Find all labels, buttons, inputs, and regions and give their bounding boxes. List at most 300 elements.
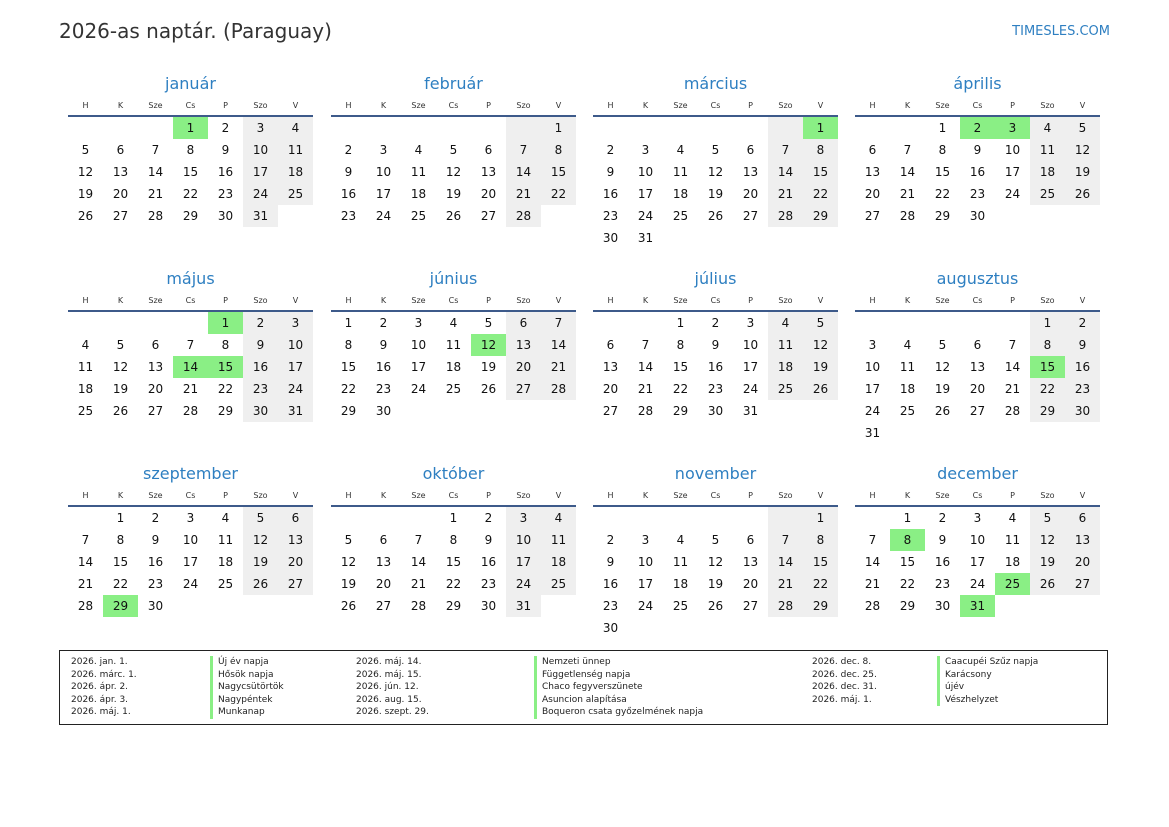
empty-day-cell <box>1065 422 1100 444</box>
weekday-label: K <box>642 101 649 110</box>
empty-day-cell <box>663 617 698 639</box>
day-cell: 15 <box>541 161 576 183</box>
legend-date: 2026. dec. 8. <box>812 657 872 667</box>
day-cell: 25 <box>410 209 427 223</box>
day-cell: 6 <box>746 533 755 547</box>
legend-date: 2026. jún. 12. <box>356 682 419 693</box>
day-cell: 31 <box>960 595 995 617</box>
weekday-label: Szo <box>778 101 793 110</box>
day-cell: 29 <box>217 404 234 418</box>
day-cell: 22 <box>112 577 129 591</box>
month-name: október <box>422 464 485 483</box>
week-row <box>593 356 838 378</box>
weekday-label: Szo <box>778 296 793 305</box>
day-cell: 17 <box>637 577 654 591</box>
day-cell: 8 <box>1030 334 1065 356</box>
holiday-legend <box>59 650 1108 725</box>
month-calendar <box>331 73 576 227</box>
day-cell: 23 <box>480 577 497 591</box>
weekday-label: P <box>223 296 228 305</box>
day-cell: 10 <box>742 338 759 352</box>
month-name: január <box>165 74 216 93</box>
day-cell: 22 <box>672 382 689 396</box>
day-cell: 29 <box>103 595 138 617</box>
day-cell: 19 <box>803 356 838 378</box>
day-cell: 19 <box>77 187 94 201</box>
day-cell: 23 <box>602 209 619 223</box>
weekday-label: Cs <box>448 491 459 500</box>
day-cell: 15 <box>934 165 951 179</box>
weekday-header <box>855 486 1100 507</box>
day-cell: 16 <box>147 555 164 569</box>
legend-names-col-2 <box>534 656 703 719</box>
empty-day-cell <box>208 595 243 617</box>
day-cell: 21 <box>541 356 576 378</box>
day-cell: 3 <box>641 533 650 547</box>
day-cell: 18 <box>768 356 803 378</box>
empty-day-cell <box>401 117 436 139</box>
weekday-label: V <box>292 491 299 500</box>
day-cell: 12 <box>1030 529 1065 551</box>
day-cell: 12 <box>803 334 838 356</box>
weekday-label: Szo <box>778 491 793 500</box>
weekday-label: Sze <box>148 296 163 305</box>
weekday-label: Cs <box>185 101 196 110</box>
day-cell: 13 <box>969 360 986 374</box>
day-cell: 10 <box>278 334 313 356</box>
empty-day-cell <box>331 117 366 139</box>
day-cell: 18 <box>410 187 427 201</box>
weekday-label: Cs <box>972 296 983 305</box>
weekday-label: Cs <box>448 101 459 110</box>
week-row <box>331 400 576 422</box>
day-cell: 11 <box>899 360 916 374</box>
day-cell: 28 <box>637 404 654 418</box>
day-cell: 19 <box>243 551 278 573</box>
weekday-label: K <box>904 491 911 500</box>
day-cell: 20 <box>506 356 541 378</box>
weekday-label: H <box>345 491 352 500</box>
empty-day-cell <box>698 507 733 529</box>
day-cell: 22 <box>1030 378 1065 400</box>
day-cell: 1 <box>173 117 208 139</box>
day-cell: 17 <box>278 356 313 378</box>
day-cell: 10 <box>637 555 654 569</box>
day-cell: 13 <box>375 555 392 569</box>
empty-day-cell <box>995 205 1030 227</box>
week-row <box>331 595 576 617</box>
empty-day-cell <box>768 227 803 249</box>
week-row <box>855 507 1100 529</box>
day-cell: 2 <box>344 143 353 157</box>
day-cell: 7 <box>1008 338 1017 352</box>
weekday-label: K <box>904 101 911 110</box>
day-cell: 13 <box>506 334 541 356</box>
day-cell: 11 <box>1030 139 1065 161</box>
week-row <box>593 205 838 227</box>
day-cell: 21 <box>768 183 803 205</box>
day-cell: 7 <box>768 139 803 161</box>
weekday-label: Szo <box>516 296 531 305</box>
empty-day-cell <box>593 507 628 529</box>
week-row <box>68 183 313 205</box>
legend-holiday-name: újév <box>937 681 1038 694</box>
day-cell: 19 <box>480 360 497 374</box>
day-cell: 10 <box>410 338 427 352</box>
week-row <box>593 617 838 639</box>
site-link[interactable]: TIMESLES.COM <box>1012 24 1110 39</box>
week-row <box>593 312 838 334</box>
day-cell: 29 <box>934 209 951 223</box>
day-cell: 7 <box>903 143 912 157</box>
day-cell: 13 <box>1065 529 1100 551</box>
day-cell: 25 <box>541 573 576 595</box>
day-cell: 19 <box>1030 551 1065 573</box>
day-cell: 26 <box>1065 183 1100 205</box>
day-cell: 8 <box>344 338 353 352</box>
legend-dates-col-2 <box>356 656 429 719</box>
day-cell: 24 <box>637 209 654 223</box>
day-cell: 2 <box>1065 312 1100 334</box>
day-cell: 28 <box>182 404 199 418</box>
empty-day-cell <box>995 312 1030 334</box>
day-cell: 15 <box>182 165 199 179</box>
day-cell: 19 <box>934 382 951 396</box>
day-cell: 1 <box>803 507 838 529</box>
week-row <box>68 161 313 183</box>
weekday-label: Sze <box>411 296 426 305</box>
empty-day-cell <box>103 312 138 334</box>
day-cell: 11 <box>1004 533 1021 547</box>
day-cell: 3 <box>186 511 195 525</box>
weekday-label: V <box>817 491 824 500</box>
day-cell: 17 <box>243 161 278 183</box>
empty-day-cell <box>628 617 663 639</box>
day-cell: 25 <box>672 209 689 223</box>
day-cell: 20 <box>602 382 619 396</box>
weekday-label: Cs <box>972 101 983 110</box>
day-cell: 19 <box>1065 161 1100 183</box>
day-cell: 29 <box>899 599 916 613</box>
day-cell: 3 <box>641 143 650 157</box>
legend-date: 2026. aug. 15. <box>356 694 422 705</box>
week-row <box>593 551 838 573</box>
day-cell: 9 <box>221 143 230 157</box>
day-cell: 15 <box>112 555 129 569</box>
weekday-label: H <box>345 101 352 110</box>
day-cell: 8 <box>938 143 947 157</box>
day-cell: 28 <box>506 205 541 227</box>
week-row <box>855 334 1100 356</box>
day-cell: 24 <box>182 577 199 591</box>
empty-day-cell <box>960 422 995 444</box>
week-row <box>68 507 313 529</box>
day-cell: 5 <box>484 316 493 330</box>
day-cell: 13 <box>147 360 164 374</box>
month-name: szeptember <box>142 464 238 483</box>
day-cell: 22 <box>803 573 838 595</box>
month-calendar <box>593 268 838 422</box>
day-cell: 12 <box>243 529 278 551</box>
day-cell: 3 <box>379 143 388 157</box>
day-cell: 22 <box>934 187 951 201</box>
month-calendar <box>68 268 313 422</box>
day-cell: 30 <box>480 599 497 613</box>
weekday-label: Sze <box>673 296 688 305</box>
month-calendar <box>331 463 576 617</box>
weekday-label: V <box>292 101 299 110</box>
week-row <box>331 161 576 183</box>
day-cell: 10 <box>182 533 199 547</box>
day-cell: 20 <box>742 577 759 591</box>
day-cell: 28 <box>768 595 803 617</box>
day-cell: 6 <box>606 338 615 352</box>
weekday-label: Sze <box>411 101 426 110</box>
day-cell: 4 <box>414 143 423 157</box>
day-cell: 17 <box>742 360 759 374</box>
day-cell: 7 <box>868 533 877 547</box>
day-cell: 7 <box>81 533 90 547</box>
day-cell: 30 <box>602 621 619 635</box>
day-cell: 26 <box>340 599 357 613</box>
day-cell: 23 <box>217 187 234 201</box>
day-cell: 19 <box>340 577 357 591</box>
day-cell: 13 <box>742 555 759 569</box>
day-cell: 18 <box>1030 161 1065 183</box>
weekday-label: Sze <box>148 101 163 110</box>
weekday-label: Sze <box>935 491 950 500</box>
day-cell: 27 <box>147 404 164 418</box>
week-row <box>855 117 1100 139</box>
weekday-label: K <box>904 296 911 305</box>
day-cell: 12 <box>340 555 357 569</box>
day-cell: 3 <box>506 507 541 529</box>
weekday-label: V <box>292 296 299 305</box>
day-cell: 21 <box>506 183 541 205</box>
day-cell: 3 <box>414 316 423 330</box>
empty-day-cell <box>103 117 138 139</box>
day-cell: 16 <box>375 360 392 374</box>
week-row <box>331 529 576 551</box>
week-row <box>593 573 838 595</box>
day-cell: 30 <box>147 599 164 613</box>
week-row <box>331 356 576 378</box>
day-cell: 14 <box>864 555 881 569</box>
empty-day-cell <box>925 422 960 444</box>
day-cell: 12 <box>112 360 129 374</box>
day-cell: 14 <box>410 555 427 569</box>
day-cell: 30 <box>375 404 392 418</box>
day-cell: 3 <box>973 511 982 525</box>
month-calendar <box>593 73 838 249</box>
day-cell: 20 <box>112 187 129 201</box>
weekday-label: P <box>748 296 753 305</box>
day-cell: 18 <box>541 551 576 573</box>
day-cell: 2 <box>938 511 947 525</box>
day-cell: 27 <box>375 599 392 613</box>
day-cell: 6 <box>151 338 160 352</box>
weekday-label: P <box>223 491 228 500</box>
empty-day-cell <box>995 595 1030 617</box>
empty-day-cell <box>436 400 471 422</box>
day-cell: 13 <box>278 529 313 551</box>
week-row <box>331 378 576 400</box>
weekday-label: K <box>380 491 387 500</box>
weekday-label: H <box>869 491 876 500</box>
day-cell: 28 <box>1004 404 1021 418</box>
day-cell: 18 <box>445 360 462 374</box>
empty-day-cell <box>401 507 436 529</box>
weekday-label: K <box>117 101 124 110</box>
day-cell: 2 <box>243 312 278 334</box>
day-cell: 12 <box>471 334 506 356</box>
week-row <box>593 139 838 161</box>
weekday-label: H <box>869 296 876 305</box>
empty-day-cell <box>663 117 698 139</box>
month-calendar <box>331 268 576 422</box>
week-row <box>331 183 576 205</box>
day-cell: 6 <box>746 143 755 157</box>
empty-day-cell <box>1065 205 1100 227</box>
day-cell: 8 <box>116 533 125 547</box>
day-cell: 1 <box>1030 312 1065 334</box>
legend-holiday-name: Asuncion alapítása <box>534 694 703 707</box>
empty-day-cell <box>593 312 628 334</box>
day-cell: 28 <box>410 599 427 613</box>
day-cell: 6 <box>973 338 982 352</box>
weekday-label: Sze <box>411 491 426 500</box>
week-row <box>593 227 838 249</box>
day-cell: 29 <box>1030 400 1065 422</box>
day-cell: 4 <box>676 533 685 547</box>
empty-day-cell <box>995 422 1030 444</box>
weekday-label: Szo <box>253 491 268 500</box>
day-cell: 24 <box>243 183 278 205</box>
day-cell: 14 <box>637 360 654 374</box>
empty-day-cell <box>1030 595 1065 617</box>
legend-holiday-name: Caacupéi Szűz napja <box>937 656 1038 669</box>
day-cell: 4 <box>81 338 90 352</box>
empty-day-cell <box>506 117 541 139</box>
day-cell: 24 <box>742 382 759 396</box>
month-name: március <box>683 74 748 93</box>
day-cell: 28 <box>864 599 881 613</box>
legend-date: 2026. márc. 1. <box>71 669 137 680</box>
day-cell: 11 <box>541 529 576 551</box>
day-cell: 17 <box>969 555 986 569</box>
day-cell: 12 <box>707 555 724 569</box>
empty-day-cell <box>733 117 768 139</box>
day-cell: 2 <box>221 121 230 135</box>
weekday-header <box>68 486 313 507</box>
day-cell: 26 <box>934 404 951 418</box>
month-name: augusztus <box>936 269 1019 288</box>
day-cell: 6 <box>1065 507 1100 529</box>
empty-day-cell <box>366 117 401 139</box>
day-cell: 19 <box>112 382 129 396</box>
day-cell: 17 <box>864 382 881 396</box>
weekday-label: P <box>486 296 491 305</box>
empty-day-cell <box>331 507 366 529</box>
day-cell: 23 <box>243 378 278 400</box>
day-cell: 23 <box>707 382 724 396</box>
day-cell: 30 <box>934 599 951 613</box>
day-cell: 2 <box>960 117 995 139</box>
week-row <box>855 595 1100 617</box>
day-cell: 1 <box>541 117 576 139</box>
day-cell: 25 <box>995 573 1030 595</box>
day-cell: 12 <box>707 165 724 179</box>
day-cell: 14 <box>899 165 916 179</box>
empty-day-cell <box>68 507 103 529</box>
day-cell: 20 <box>480 187 497 201</box>
day-cell: 3 <box>278 312 313 334</box>
day-cell: 11 <box>77 360 94 374</box>
weekday-label: P <box>748 491 753 500</box>
day-cell: 10 <box>864 360 881 374</box>
empty-day-cell <box>733 507 768 529</box>
weekday-label: Sze <box>935 296 950 305</box>
day-cell: 6 <box>506 312 541 334</box>
day-cell: 11 <box>445 338 462 352</box>
weekday-label: V <box>1079 101 1086 110</box>
day-cell: 20 <box>375 577 392 591</box>
week-row <box>855 161 1100 183</box>
week-row <box>68 529 313 551</box>
weekday-label: V <box>817 101 824 110</box>
day-cell: 20 <box>1065 551 1100 573</box>
empty-day-cell <box>960 312 995 334</box>
day-cell: 9 <box>938 533 947 547</box>
week-row <box>593 183 838 205</box>
day-cell: 16 <box>1065 356 1100 378</box>
day-cell: 5 <box>711 143 720 157</box>
day-cell: 3 <box>746 316 755 330</box>
day-cell: 8 <box>803 139 838 161</box>
day-cell: 23 <box>375 382 392 396</box>
day-cell: 7 <box>768 529 803 551</box>
day-cell: 29 <box>803 595 838 617</box>
weekday-label: Szo <box>253 101 268 110</box>
weekday-label: V <box>555 491 562 500</box>
day-cell: 9 <box>1065 334 1100 356</box>
weekday-header <box>855 96 1100 117</box>
day-cell: 8 <box>541 139 576 161</box>
week-row <box>68 551 313 573</box>
day-cell: 30 <box>217 209 234 223</box>
day-cell: 15 <box>899 555 916 569</box>
day-cell: 26 <box>803 378 838 400</box>
day-cell: 29 <box>445 599 462 613</box>
weekday-label: Cs <box>185 296 196 305</box>
empty-day-cell <box>278 205 313 227</box>
weekday-header <box>331 486 576 507</box>
empty-day-cell <box>471 117 506 139</box>
day-cell: 30 <box>707 404 724 418</box>
day-cell: 25 <box>672 599 689 613</box>
day-cell: 11 <box>278 139 313 161</box>
week-row <box>593 529 838 551</box>
day-cell: 16 <box>707 360 724 374</box>
day-cell: 27 <box>112 209 129 223</box>
week-row <box>68 117 313 139</box>
weekday-label: H <box>345 296 352 305</box>
day-cell: 2 <box>711 316 720 330</box>
empty-day-cell <box>803 400 838 422</box>
empty-day-cell <box>733 227 768 249</box>
weekday-header <box>68 96 313 117</box>
day-cell: 6 <box>278 507 313 529</box>
